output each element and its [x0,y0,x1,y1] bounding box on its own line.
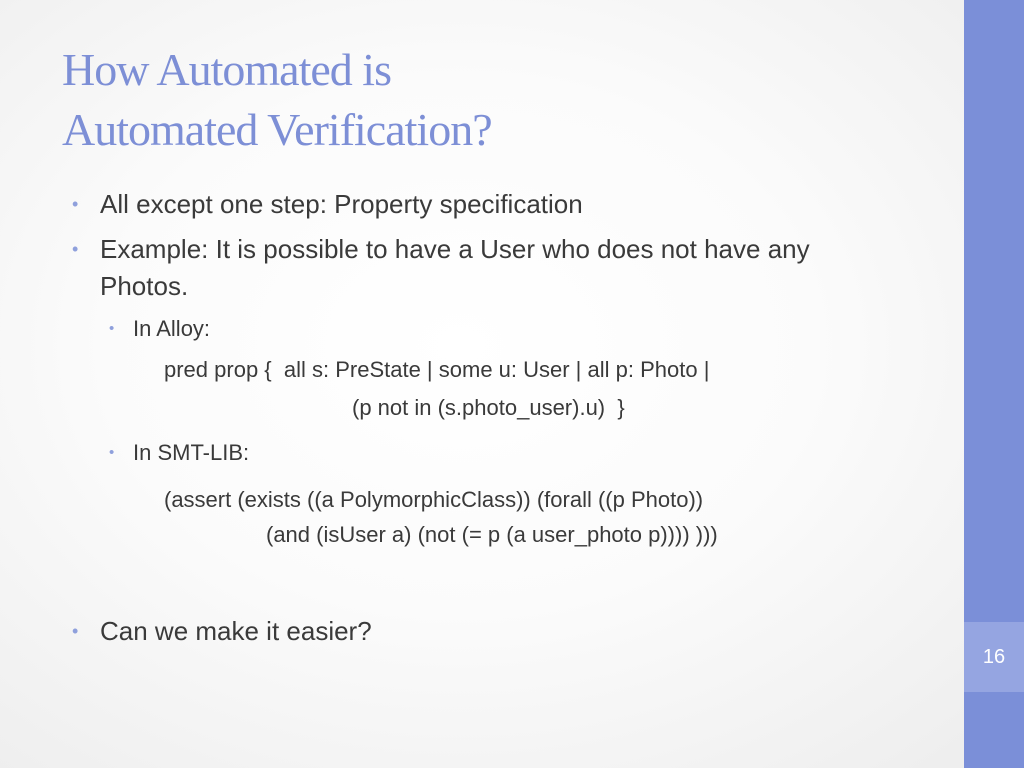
bullet-item [72,230,810,268]
sub-bullet-item [109,314,211,344]
alloy-code-line-1: pred prop { all s: PreState | some u: User | all p: Photo | [164,357,710,382]
bullet-text: All except one step: Property specification [100,189,583,219]
sub-bullet-text: In SMT-LIB: [133,440,250,465]
sub-bullet-icon: • [109,444,115,461]
slide-title [62,40,942,160]
slide-title-line-1: How Automated is [62,44,391,95]
alloy-code-line-2: (p not in (s.photo_user).u) } [352,395,625,420]
sub-bullet-icon: • [109,320,115,337]
slide-title-line-2: Automated Verification? [62,104,492,155]
smt-code-line-2: (and (isUser a) (not (= p (a user_photo p)))) ))) [266,522,718,547]
sub-bullet-text: In Alloy: [133,316,211,341]
sub-bullet-item [109,438,250,468]
bullet-item [72,185,583,223]
bullet-text: Example: It is possible to have a User who does not have any [100,234,810,264]
bullet-icon: • [72,194,79,214]
bullet-icon: • [72,239,79,259]
page-number: 16 [964,622,1024,692]
bullet-text: Can we make it easier? [100,616,372,646]
smt-code-line-1: (assert (exists ((a PolymorphicClass)) (forall ((p Photo)) [164,487,704,512]
bullet-item [72,612,372,650]
bullet-text-continuation: Photos. [100,271,189,301]
bullet-icon: • [72,621,79,641]
